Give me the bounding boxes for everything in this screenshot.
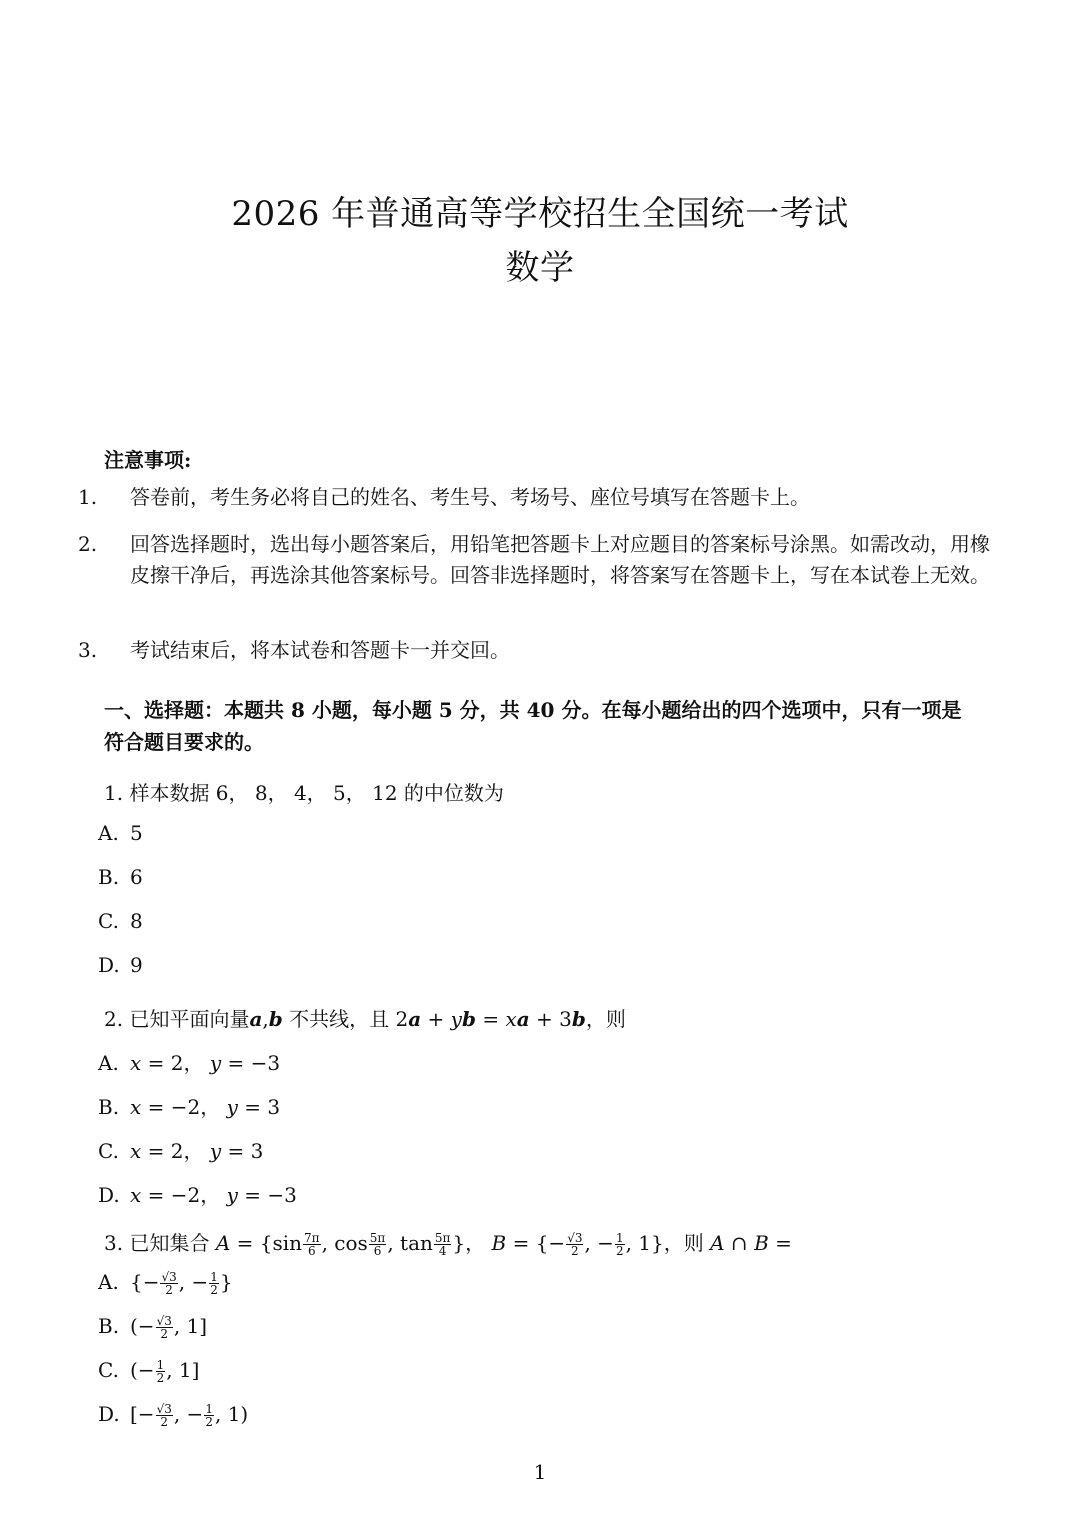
var-x: x <box>130 1051 142 1075</box>
question-1-stem: 1. 样本数据 6， 8， 4， 5， 12 的中位数为 <box>104 781 504 805</box>
notice-heading: 注意事项: <box>104 448 192 472</box>
fraction: $\frac{√3}{2}$ <box>567 1231 583 1258</box>
var-y: y <box>450 1007 462 1031</box>
option-label: B. <box>98 1095 120 1119</box>
option-text: 6 <box>130 865 143 889</box>
option-text: 5 <box>130 821 143 845</box>
var-x: x <box>130 1139 142 1163</box>
set-b: B <box>491 1231 507 1255</box>
var-y: y <box>226 1183 238 1207</box>
equals: = <box>141 1139 171 1163</box>
separator: ， <box>183 1139 210 1163</box>
vector-b: b <box>571 1007 586 1031</box>
fraction: $\frac{1}{2}$ <box>615 1231 624 1258</box>
intersection: ∩ <box>724 1231 755 1255</box>
exam-subject: 数学 <box>505 248 575 288</box>
fraction: $\frac{1}{2}$ <box>205 1402 213 1429</box>
x-value: 2 <box>170 1139 184 1163</box>
question-1-option-b <box>98 865 143 889</box>
notice-item-1 <box>78 482 1006 513</box>
stem-text: 已知集合 <box>129 1231 210 1255</box>
notice-item-number: 3. <box>78 638 98 662</box>
option-text: 9 <box>130 953 143 977</box>
equals: = <box>475 1007 506 1031</box>
y-value: −3 <box>267 1183 297 1207</box>
fraction: $\frac{√3}{2}$ <box>161 1270 177 1297</box>
question-number: 2. <box>104 1007 124 1031</box>
cos: cos <box>334 1231 368 1255</box>
plus: + <box>421 1007 451 1031</box>
option-label: A. <box>98 1051 119 1075</box>
section-heading: 一、选择题：本题共 8 小题，每小题 5 分，共 40 分。在每小题给出的四个选项中，只有一项是符合题目要求的。 <box>104 698 962 754</box>
notice-item-number: 1. <box>78 485 98 509</box>
question-3-option-d: D. [− $\frac{√3}{2}$ , − $\frac{1}{2}$ , 1) <box>98 1402 249 1429</box>
fraction: $\frac{√3}{2}$ <box>156 1402 172 1429</box>
question-1-option-d <box>98 953 143 977</box>
question-2-option-b <box>98 1091 280 1120</box>
x-value: −2 <box>170 1095 201 1119</box>
option-text: 8 <box>130 909 143 933</box>
option-label: B. <box>98 1314 120 1338</box>
comma: , <box>262 1007 269 1031</box>
stem-text: 不共线，且 <box>289 1007 390 1031</box>
question-2-option-c <box>98 1135 263 1164</box>
var-x: x <box>130 1183 142 1207</box>
notice-item-text: 回答选择题时，选出每小题答案后，用铅笔把答题卡上对应题目的答案标号涂黑。如需改动，用橡皮擦干净后，再选涂其他答案标号。回答非选择题时，将答案写在答题卡上，写在本试卷上无效。 <box>130 532 990 587</box>
vector-b: b <box>461 1007 476 1031</box>
option-label: D. <box>98 1402 120 1426</box>
question-1-option-c <box>98 909 143 933</box>
notice-item-number: 2. <box>78 532 98 556</box>
fraction: $\frac{5\pi}{4}$ <box>434 1231 451 1258</box>
set-a: A <box>710 1231 725 1255</box>
vector-a: a <box>249 1007 263 1031</box>
notice-item-2 <box>78 529 1006 591</box>
var-y: y <box>209 1139 222 1163</box>
set-a: A <box>215 1231 231 1255</box>
option-label: C. <box>98 909 119 933</box>
equals: = <box>141 1095 171 1119</box>
option-label: C. <box>98 1139 119 1163</box>
question-number: 3. <box>104 1231 124 1255</box>
stem-text: ，则 <box>663 1231 704 1255</box>
separator: ， <box>200 1095 227 1119</box>
vector-a: a <box>408 1007 422 1031</box>
question-3-option-c: C. (− $\frac{1}{2}$ , 1] <box>98 1358 200 1385</box>
equals: = <box>237 1095 268 1119</box>
fraction: $\frac{1}{2}$ <box>210 1270 218 1297</box>
question-2-option-a <box>98 1047 280 1076</box>
separator: ， <box>183 1051 210 1075</box>
question-2-stem <box>104 1003 626 1032</box>
question-1-option-a <box>98 821 143 845</box>
vector-a: a <box>516 1007 530 1031</box>
x-value: 2 <box>170 1051 184 1075</box>
coef: 2 <box>395 1007 409 1031</box>
option-label: D. <box>98 1183 120 1207</box>
equals: = <box>221 1051 251 1075</box>
option-label: D. <box>98 953 120 977</box>
separator: ， <box>200 1183 227 1207</box>
vector-b: b <box>268 1007 283 1031</box>
equals: = <box>141 1183 171 1207</box>
equals: = <box>141 1051 171 1075</box>
y-value: 3 <box>250 1139 264 1163</box>
notice-item-3 <box>78 635 1006 666</box>
equals: = <box>768 1231 792 1255</box>
question-2-option-d <box>98 1179 297 1208</box>
var-x: x <box>130 1095 142 1119</box>
notice-item-text: 考试结束后，将本试卷和答题卡一并交回。 <box>130 638 510 662</box>
fraction: $\frac{√3}{2}$ <box>156 1314 172 1341</box>
var-x: x <box>505 1007 517 1031</box>
notice-item-text: 答卷前，考生务必将自己的姓名、考生号、考场号、座位号填写在答题卡上。 <box>130 485 810 509</box>
sin: sin <box>272 1231 303 1255</box>
option-label: A. <box>98 1270 119 1294</box>
var-y: y <box>226 1095 238 1119</box>
fraction: $\frac{5\pi}{6}$ <box>369 1231 386 1258</box>
equals: = <box>230 1231 260 1255</box>
stem-text: ，则 <box>585 1007 626 1031</box>
y-value: 3 <box>267 1095 281 1119</box>
x-value: −2 <box>170 1183 201 1207</box>
option-label: A. <box>98 821 119 845</box>
plus-3: + 3 <box>529 1007 572 1031</box>
equals: = <box>506 1231 536 1255</box>
y-value: −3 <box>250 1051 281 1075</box>
question-3-option-a: A. {− $\frac{√3}{2}$ , − $\frac{1}{2}$ } <box>98 1270 233 1297</box>
question-3-stem: 3. 已知集合 A = {sin $\frac{7\pi}{6}$ , cos $\frac{5\pi}{6}$ , tan $\frac{5\pi}{4}$ }， B = {− $\frac{√3}{2}$ , − $\frac{1}{2}$ , 1}，则 A ∩ B = <box>104 1231 792 1258</box>
option-label: C. <box>98 1358 119 1382</box>
exam-title: 2026 年普通高等学校招生全国统一考试 <box>231 194 849 234</box>
var-y: y <box>209 1051 222 1075</box>
set-b: B <box>754 1231 769 1255</box>
fraction: $\frac{7\pi}{6}$ <box>304 1231 320 1258</box>
equals: = <box>221 1139 251 1163</box>
equals: = <box>237 1183 268 1207</box>
page-number: 1 <box>533 1460 547 1484</box>
stem-text: 已知平面向量 <box>129 1007 250 1031</box>
option-label: B. <box>98 865 120 889</box>
question-3-option-b: B. (− $\frac{√3}{2}$ , 1] <box>98 1314 208 1341</box>
tan: tan <box>400 1231 433 1255</box>
fraction: $\frac{1}{2}$ <box>156 1358 165 1385</box>
